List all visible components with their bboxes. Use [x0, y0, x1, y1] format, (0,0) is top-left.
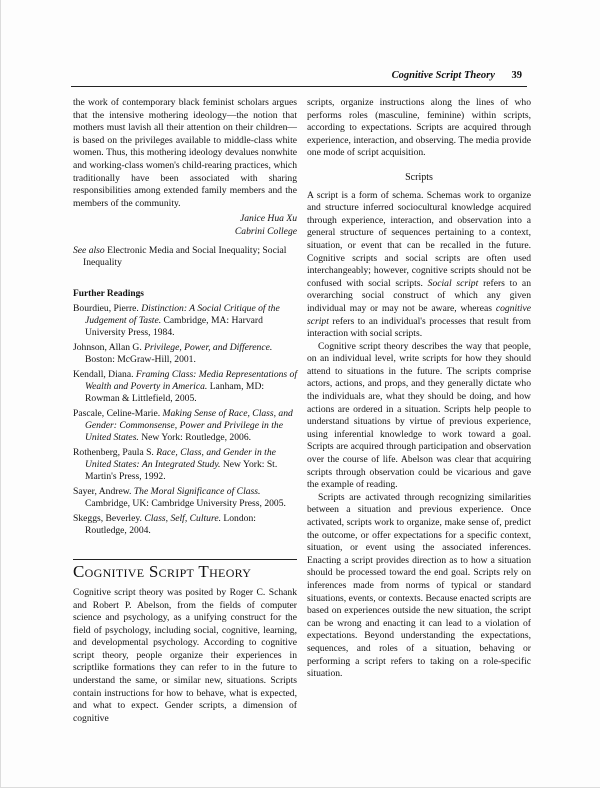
scripts-paragraph-2: Cognitive script theory describes the way that people, on an individual level, write scripts for how they should attend to situations in the future. The scripts comprise actors, actions, and props, and they generally dictate who the individuals are, what they should be doing, and how actions are ordered in a situation. Scripts help people to understand situations by virtue of previous experience, using inferential knowledge to work toward a goal. Scripts are acquired through participation and observation over the course of life. Abelson was clear that acquiring scripts through observation could be vicarious and gave the example of reading.: [307, 340, 531, 491]
scripts-paragraph-3: Scripts are activated through recognizing similarities between a situation and previous experience. Once activated, scripts work to organize, make sense of, predict the outcome, or offer expectations for a specific context, situation, or event using the associated inferences. Enacting a script provides direction as to how a situation should be processed toward the end goal. Scripts rely on inferences made from norms of typical or standard situations, events, or contexts. Because enacted scripts are based on experiences outside the new situation, the script can be wrong and enacting it can lead to a violation of expectations. Beyond understanding the expectations, sequences, and roles of a situation, behaving or performing a script refers to taking on a role-specific situation.: [307, 491, 531, 680]
header-rule: [71, 86, 527, 87]
running-head: [392, 70, 522, 81]
reference-item: Rothenberg, Paula S. Race, Class, and Gender in the United States: An Integrated Study. New York: St. Martin's Press, 1992.: [73, 447, 278, 483]
see-also: [73, 245, 297, 270]
page-number: 39: [511, 70, 522, 81]
reference-item: Skeggs, Beverley. Class, Self, Culture. London: Routledge, 2004.: [73, 513, 256, 537]
reference-item: Sayer, Andrew. The Moral Significance of Class. Cambridge, UK: Cambridge University Press, 2005.: [73, 486, 286, 510]
reference-item: Bourdieu, Pierre. Distinction: A Social Critique of the Judgement of Taste. Cambridge, MA: Harvard University Press, 1984.: [73, 303, 280, 339]
left-column: [73, 97, 297, 725]
entry-paragraph: Cognitive script theory was posited by Roger C. Schank and Robert P. Abelson, from the fields of computer science and psychology, as a unifying construct for the field of psychology, including social, cognitive, learning, and developmental psychology. According to cognitive script theory, people organize their experiences in scriptlike formations they can refer to in the future to understand the same, or similar new, situations. Scripts contain instructions for how to behave, what is expected, and what to expect. Gender scripts, a dimension of cognitive: [73, 586, 297, 724]
see-also-text: Electronic Media and Social Inequality; Social Inequality: [83, 244, 287, 269]
see-also-lead: See also: [73, 244, 105, 256]
reference-item: Pascale, Celine-Marie. Making Sense of Race, Class, and Gender: Commonsense, Power and Privilege in the United States. New York: Routledge, 2006.: [73, 408, 293, 444]
subsection-title: Scripts: [405, 171, 433, 183]
author-affiliation: Cabrini College: [234, 225, 297, 237]
right-column: [307, 97, 531, 681]
intro-paragraph: the work of contemporary black feminist scholars argues that the intensive mothering ideology—the notion that mothers must lavish all their attention on their children—is based on the privileges available to middle-class white women. Thus, this mothering ideology devalues nonwhite and working-class women's child-rearing practices, which traditionally have been associated with sharing responsibilities among extended family members and the members of the community.: [73, 97, 297, 209]
scripts-paragraph-1: A script is a form of schema. Schemas work to organize and structure inferred sociocultural knowledge acquired through experience, interaction, and observation into a general structure of sequences pertaining to a context, situation, or event that can be recalled in the future. Cognitive scripts and social scripts are often used interchangeably; however, cognitive scripts should not be confused with social scripts. Social script refers to an overarching social construct of which any given individual may or may not be aware, whereas cognitive script refers to an individual's processes that result from interaction with social scripts.: [307, 189, 531, 340]
further-readings-title: Further Readings: [73, 288, 144, 299]
continuation-paragraph: scripts, organize instructions along the lines of who performs roles (masculine, feminine) within scripts, according to expectations. Scripts are acquired through experience, interaction, and observing. The media provide one mode of script acquisition.: [307, 97, 531, 159]
author-name: Janice Hua Xu: [239, 213, 297, 225]
reference-item: Johnson, Allan G. Privilege, Power, and Difference. Boston: McGraw-Hill, 2001.: [73, 342, 273, 366]
reference-item: Kendall, Diana. Framing Class: Media Representations of Wealth and Poverty in America. Lanham, MD: Rowman & Littlefield, 2005.: [73, 369, 298, 405]
running-title: Cognitive Script Theory: [391, 70, 495, 81]
entry-title: Cognitive Script Theory: [73, 559, 297, 579]
